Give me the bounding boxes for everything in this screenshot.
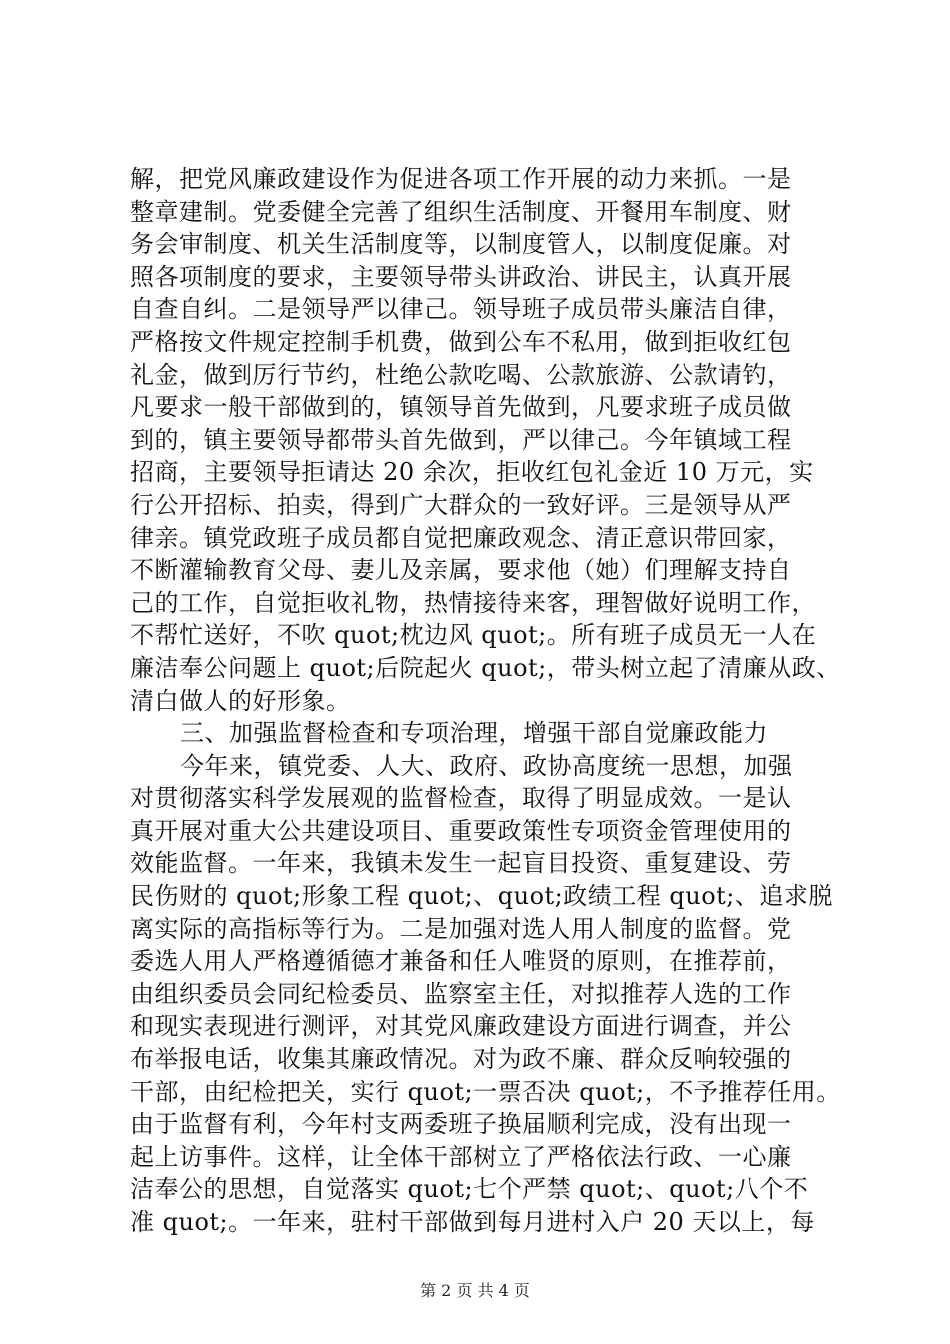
text-line: 行公开招标、拍卖，得到广大群众的一致好评。三是领导从严 <box>130 490 792 519</box>
text-line: 凡要求一般干部做到的，镇领导首先做到，凡要求班子成员做 <box>130 393 792 422</box>
text-line: 对贯彻落实科学发展观的监督检查，取得了明显成效。一是认 <box>130 784 792 813</box>
text-line: 真开展对重大公共建设项目、重要政策性专项资金管理使用的 <box>130 816 792 845</box>
text-line: 己的工作，自觉拒收礼物，热情接待来客，理智做好说明工作， <box>130 588 816 617</box>
text-line: 整章建制。党委健全完善了组织生活制度、开餐用车制度、财 <box>130 197 792 226</box>
text-line: 廉洁奉公问题上 quot;后院起火 quot;，带头树立起了清廉从政、 <box>130 653 841 682</box>
text-line: 清白做人的好形象。 <box>130 686 351 715</box>
text-line: 委选人用人严格遵循德才兼备和任人唯贤的原则，在推荐前， <box>130 947 792 976</box>
text-line: 干部，由纪检把关，实行 quot;一票否决 quot;，不予推荐任用。 <box>130 1077 841 1106</box>
text-line: 洁奉公的思想，自觉落实 quot;七个严禁 quot;、quot;八个不 <box>130 1175 809 1204</box>
text-line: 离实际的高指标等行为。二是加强对选人用人制度的监督。党 <box>130 914 792 943</box>
text-line: 解，把党风廉政建设作为促进各项工作开展的动力来抓。一是 <box>130 165 792 193</box>
document-body <box>130 163 841 1239</box>
text-line: 起上访事件。这样，让全体干部树立了严格依法行政、一心廉 <box>130 1142 792 1171</box>
text-line: 由于监督有利，今年村支两委班子换届顺利完成，没有出现一 <box>130 1110 792 1139</box>
text-line: 效能监督。一年来，我镇未发生一起盲目投资、重复建设、劳 <box>130 849 792 878</box>
text-line: 严格按文件规定控制手机费，做到公车不私用，做到拒收红包 <box>130 327 792 356</box>
text-line: 民伤财的 quot;形象工程 quot;、quot;政绩工程 quot;、追求脱 <box>130 882 833 911</box>
paragraph-first-line: 今年来，镇党委、人大、政府、政协高度统一思想，加强 <box>180 751 793 780</box>
text-line: 照各项制度的要求，主要领导带头讲政治、讲民主，认真开展 <box>130 262 792 291</box>
text-line: 不断灌输教育父母、妻儿及亲属，要求他（她）们理解支持自 <box>130 556 792 585</box>
text-line: 由组织委员会同纪检委员、监察室主任，对拟推荐人选的工作 <box>130 979 792 1008</box>
text-line: 律亲。镇党政班子成员都自觉把廉政观念、清正意识带回家， <box>130 523 792 552</box>
text-line: 布举报电话，收集其廉政情况。对为政不廉、群众反响较强的 <box>130 1045 792 1074</box>
text-line: 招商，主要领导拒请达 20 余次，拒收红包礼金近 10 万元，实 <box>130 458 814 487</box>
text-line: 不帮忙送好，不吹 quot;枕边风 quot;。所有班子成员无一人在 <box>130 621 817 650</box>
text-line: 务会审制度、机关生活制度等，以制度管人，以制度促廉。对 <box>130 230 792 259</box>
text-line: 自查自纠。二是领导严以律己。领导班子成员带头廉洁自律， <box>130 295 792 324</box>
text-line: 和现实表现进行测评，对其党风廉政建设方面进行调查，并公 <box>130 1012 792 1041</box>
page-footer: 第 2 页 共 4 页 <box>420 1281 530 1300</box>
text-line: 礼金，做到厉行节约，杜绝公款吃喝、公款旅游、公款请钓， <box>130 360 792 389</box>
text-line: 准 quot;。一年来，驻村干部做到每月进村入户 20 天以上，每 <box>130 1208 815 1236</box>
section-heading: 三、加强监督检查和专项治理，增强干部自觉廉政能力 <box>180 719 768 748</box>
text-line: 到的，镇主要领导都带头首先做到，严以律己。今年镇域工程 <box>130 425 792 454</box>
